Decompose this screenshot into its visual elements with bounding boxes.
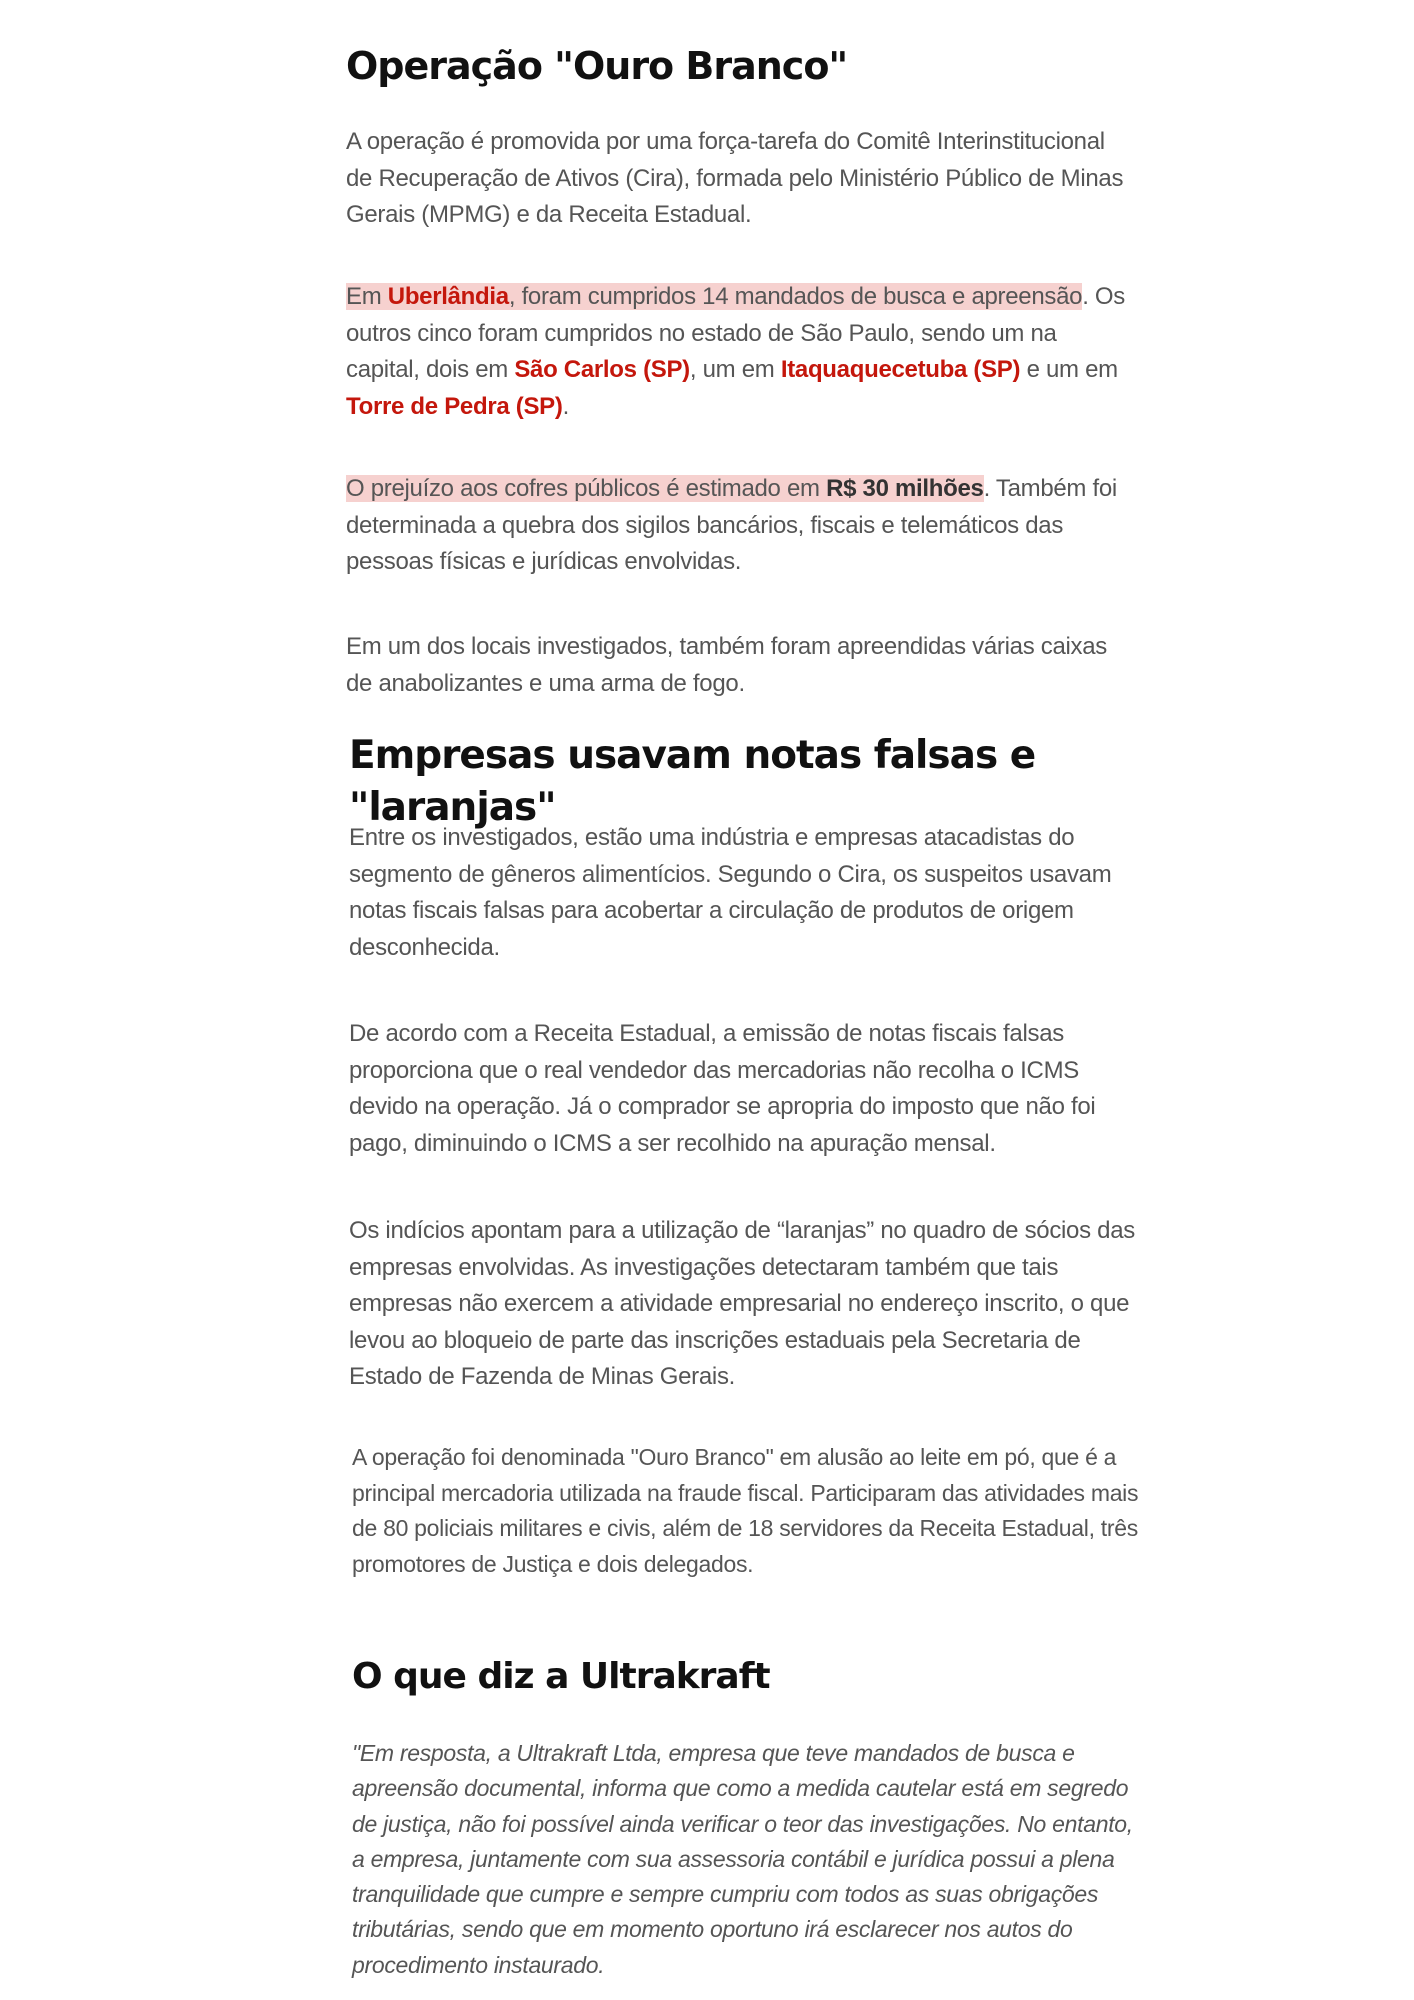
link-sao-carlos[interactable]: São Carlos (SP) (514, 356, 690, 383)
text-um-em: , um em (689, 356, 781, 383)
text-e-um-em: e um em (1020, 356, 1118, 383)
paragraph-denominacao: A operação foi denominada "Ouro Branco" em alusão ao leite em pó, que é a principal mercadoria utilizada na fraude fiscal. Participaram das atividades mais de 80 policiais militares e civis, além de 18 servidores da Receita Estadual, três promotores de Justiça e dois delegados. (352, 1444, 1139, 1577)
section-heading-empresas: Empresas usavam notas falsas e "laranjas" (349, 733, 1036, 830)
text-quebra-sigilos: . Também foi determinada a quebra dos sigilos bancários, fiscais e telemáticos das pessoas físicas e jurídicas envolvidas. (346, 475, 1117, 575)
text-mandados: , foram cumpridos 14 mandados de busca e apreensão (508, 283, 1083, 310)
amount-value: R$ 30 milhões (826, 475, 984, 502)
paragraph-prejuizo (346, 471, 1136, 581)
text-period: . (1082, 283, 1089, 310)
text-end-period: . (562, 392, 569, 420)
paragraph-receita-estadual: De acordo com a Receita Estadual, a emissão de notas fiscais falsas proporciona que o real vendedor das mercadorias não recolha o ICMS devido na operação. Já o comprador se apropria do imposto que não foi pago, diminuindo o ICMS a ser recolhido na apuração mensal. (349, 1020, 1096, 1157)
link-uberlandia[interactable]: Uberlândia (387, 283, 509, 310)
text-em: Em (346, 283, 388, 310)
quote-ultrakraft: "Em resposta, a Ultrakraft Ltda, empresa que teve mandados de busca e apreensão documental, informa que como a medida cautelar está em segredo de justiça, não foi possível ainda verificar o teor das investigações. No entanto, a empresa, juntamente com sua assessoria contábil e jurídica possui a plena tranquilidade que cumpre e sempre cumpriu com todos as suas obrigações tributárias, sendo que em momento oportuno irá esclarecer nos autos do procedimento instaurado. (352, 1740, 1133, 1978)
paragraph-investigados: Entre os investigados, estão uma indústria e empresas atacadistas do segmento de gêneros alimentícios. Segundo o Cira, os suspeitos usavam notas fiscais falsas para acobertar a circulação de produtos de origem desconhecida. (349, 824, 1112, 961)
section-heading-ouro-branco: Operação "Ouro Branco" (346, 44, 848, 88)
paragraph-mandados (346, 279, 1136, 425)
highlight-prejuizo (346, 475, 984, 502)
paragraph-anabolizantes: Em um dos locais investigados, também foram apreendidas várias caixas de anabolizantes e uma arma de fogo. (346, 633, 1107, 697)
link-torre-de-pedra[interactable]: Torre de Pedra (SP) (346, 392, 563, 420)
section-heading-ultrakraft: O que diz a Ultrakraft (352, 1656, 770, 1697)
paragraph-operacao: A operação é promovida por uma força-tarefa do Comitê Interinstitucional de Recuperação de Ativos (Cira), formada pelo Ministério Público de Minas Gerais (MPMG) e da Receita Estadual. (346, 128, 1124, 228)
highlight-mandados (346, 283, 1082, 310)
paragraph-laranjas: Os indícios apontam para a utilização de “laranjas” no quadro de sócios das empresas envolvidas. As investigações detectaram também que tais empresas não exercem a atividade empresarial no endereço inscrito, o que levou ao bloqueio de parte das inscrições estaduais pela Secretaria de Estado de Fazenda de Minas Gerais. (349, 1217, 1135, 1390)
link-itaquaquecetuba[interactable]: Itaquaquecetuba (SP) (780, 356, 1021, 383)
text-outros-cinco: Os outros cinco foram cumpridos no estado de São Paulo, sendo um na capital, dois em (346, 283, 1125, 383)
text-prejuizo: O prejuízo aos cofres públicos é estimado em (346, 475, 827, 502)
